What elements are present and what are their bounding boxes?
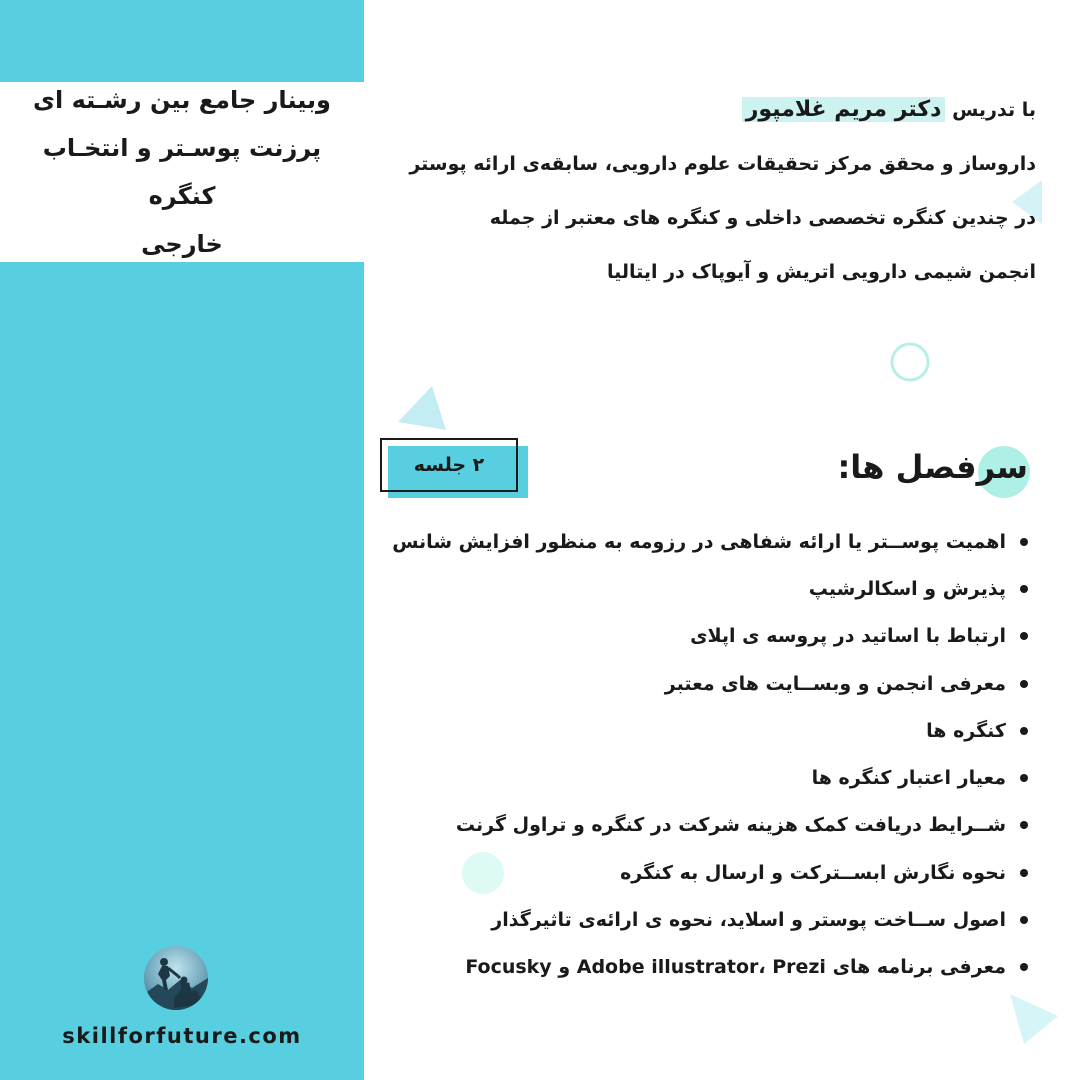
instructor-intro [396,92,1036,308]
list-item [392,518,1028,565]
bullet-icon [1020,538,1028,546]
topic-text: معیار اعتبار کنگره ها [811,767,1006,790]
topic-text: کنگره ها [926,719,1006,742]
topic-text: اهمیت پوســتر یا ارائه شفاهی در رزومه به منظور افزایش شانس [392,530,1006,553]
triangle-decoration [1010,994,1058,1044]
topics-list [392,518,1028,991]
webinar-title [17,76,347,268]
bullet-icon [1020,680,1028,688]
list-item [408,896,1028,943]
bullet-icon [1020,774,1028,782]
topic-text: شــرایط دریافت کمک هزینه شرکت در کنگره و تراول گرنت [455,814,1006,837]
topics-heading: سرفصل ها: [837,448,1028,486]
climbers-helping-icon [144,946,208,1010]
bullet-icon [1020,727,1028,735]
topic-text: ارتباط با اساتید در پروسه ی اپلای [690,625,1006,648]
session-count: ۲ جلسه [380,438,518,492]
bullet-icon [1020,963,1028,971]
title-line: پرزنت پوسـتر و انتخـاب کنگره [42,134,322,210]
bullet-icon [1020,869,1028,877]
intro-prefix: با تدریس [945,99,1036,121]
bullet-icon [1020,916,1028,924]
ring-decoration [888,340,932,384]
bullet-icon [1020,821,1028,829]
left-panel [0,0,364,1080]
topic-text: پذیرش و اسکالرشیپ [808,577,1006,600]
instructor-name: دکتر مریم غلامپور [742,97,946,122]
topic-text: معرفی انجمن و وبســایت های معتبر [664,672,1006,695]
title-line: وبینار جامع بین رشـته ای [33,86,331,114]
list-item [408,754,1028,801]
website-url: skillforfuture.com [62,1024,302,1048]
title-box [0,82,364,262]
bullet-icon [1020,585,1028,593]
topic-text: نحوه نگارش ابســترکت و ارسال به کنگره [620,861,1006,884]
list-item [408,849,1028,896]
intro-line-2: داروساز و محقق مرکز تحقیقات علوم دارویی، سابقه‌ی ارائه پوستر [409,153,1036,175]
list-item [408,660,1028,707]
topic-text: معرفی برنامه های Adobe illustrator، Prezi و Focusky [465,956,1006,979]
list-item [408,944,1028,991]
session-badge [380,438,518,490]
list-item [408,707,1028,754]
list-item [408,565,1028,612]
triangle-decoration [398,386,446,430]
intro-line-4: انجمن شیمی دارویی اتریش و آیوپاک در ایتالیا [606,261,1036,283]
topic-text: اصول ســاخت پوستر و اسلاید، نحوه ی ارائه‌ی تاثیرگذار [491,909,1006,932]
intro-line-1 [396,92,1036,146]
title-line: خارجی [141,230,223,258]
bullet-icon [1020,632,1028,640]
intro-line-3: در چندین کنگره تخصصی داخلی و کنگره های معتبر از جمله [489,207,1036,229]
list-item [408,613,1028,660]
list-item [408,802,1028,849]
